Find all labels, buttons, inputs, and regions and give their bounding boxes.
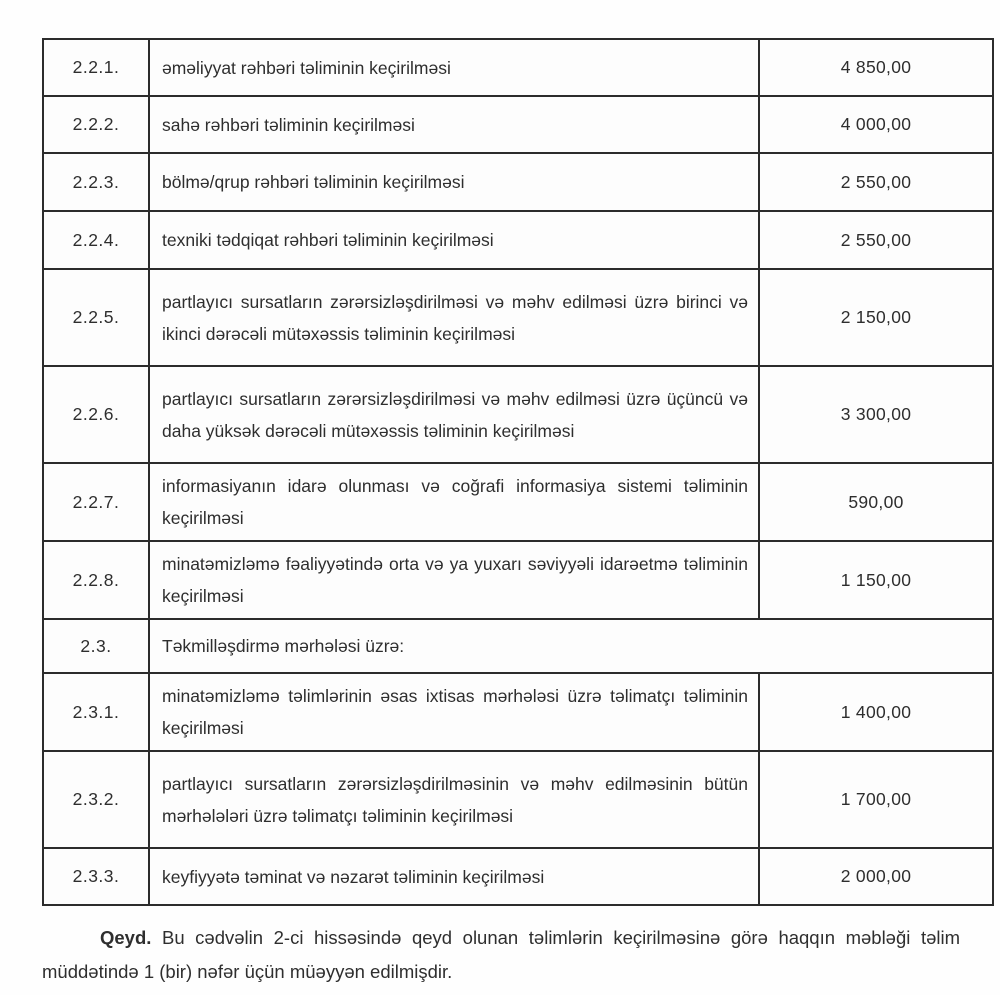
table-row xyxy=(43,269,993,366)
row-number-cell: 2.2.7. xyxy=(43,463,149,541)
price-cell: 4 000,00 xyxy=(759,96,993,153)
description-cell: informasiyanın idarə olunması və coğrafi informasiya sistemi təliminin keçirilməsi xyxy=(149,463,759,541)
note-paragraph xyxy=(42,921,960,989)
price-cell: 3 300,00 xyxy=(759,366,993,463)
table-row xyxy=(43,463,993,541)
price-cell: 2 150,00 xyxy=(759,269,993,366)
description-cell: partlayıcı sursatların zərərsizləşdirilməsi və məhv edilməsi üzrə üçüncü və daha yüksək dərəcəli mütəxəssis təliminin keçirilməsi xyxy=(149,366,759,463)
row-number-cell: 2.2.2. xyxy=(43,96,149,153)
fee-table xyxy=(42,38,994,906)
table-row xyxy=(43,211,993,269)
section-row xyxy=(43,619,993,673)
row-number-cell: 2.2.8. xyxy=(43,541,149,619)
row-number-cell: 2.2.3. xyxy=(43,153,149,211)
row-number-cell: 2.3.3. xyxy=(43,848,149,905)
table-row xyxy=(43,848,993,905)
table-row xyxy=(43,39,993,96)
table-row xyxy=(43,96,993,153)
description-cell: bölmə/qrup rəhbəri təliminin keçirilməsi xyxy=(149,153,759,211)
table-row xyxy=(43,751,993,848)
price-cell: 4 850,00 xyxy=(759,39,993,96)
row-number-cell: 2.2.1. xyxy=(43,39,149,96)
table-row xyxy=(43,153,993,211)
price-cell: 590,00 xyxy=(759,463,993,541)
description-cell: minatəmizləmə fəaliyyətində orta və ya yuxarı səviyyəli idarəetmə təliminin keçirilməsi xyxy=(149,541,759,619)
description-cell: partlayıcı sursatların zərərsizləşdirilməsinin və məhv edilməsinin bütün mərhələləri üzrə təlimatçı təliminin keçirilməsi xyxy=(149,751,759,848)
description-cell: sahə rəhbəri təliminin keçirilməsi xyxy=(149,96,759,153)
table-row xyxy=(43,366,993,463)
description-cell: texniki tədqiqat rəhbəri təliminin keçirilməsi xyxy=(149,211,759,269)
description-cell: əməliyyat rəhbəri təliminin keçirilməsi xyxy=(149,39,759,96)
row-number-cell: 2.2.5. xyxy=(43,269,149,366)
row-number-cell: 2.3.2. xyxy=(43,751,149,848)
description-cell: partlayıcı sursatların zərərsizləşdirilməsi və məhv edilməsi üzrə birinci və ikinci dərəcəli mütəxəssis təliminin keçirilməsi xyxy=(149,269,759,366)
row-number-cell: 2.3.1. xyxy=(43,673,149,751)
section-title-cell: Təkmilləşdirmə mərhələsi üzrə: xyxy=(149,619,993,673)
table-row xyxy=(43,541,993,619)
note-label: Qeyd. xyxy=(100,926,152,948)
price-cell: 1 150,00 xyxy=(759,541,993,619)
price-cell: 1 700,00 xyxy=(759,751,993,848)
description-cell: minatəmizləmə təlimlərinin əsas ixtisas mərhələsi üzrə təlimatçı təliminin keçirilməsi xyxy=(149,673,759,751)
description-cell: keyfiyyətə təminat və nəzarət təliminin keçirilməsi xyxy=(149,848,759,905)
price-cell: 2 550,00 xyxy=(759,211,993,269)
note-text: Bu cədvəlin 2-ci hissəsində qeyd olunan təlimlərin keçirilməsinə görə haqqın məbləği təlim müddətində 1 (bir) nəfər üçün müəyyən edilmişdir. xyxy=(42,926,960,982)
price-cell: 2 000,00 xyxy=(759,848,993,905)
table-row xyxy=(43,673,993,751)
price-cell: 2 550,00 xyxy=(759,153,993,211)
row-number-cell: 2.2.4. xyxy=(43,211,149,269)
row-number-cell: 2.3. xyxy=(43,619,149,673)
row-number-cell: 2.2.6. xyxy=(43,366,149,463)
price-cell: 1 400,00 xyxy=(759,673,993,751)
